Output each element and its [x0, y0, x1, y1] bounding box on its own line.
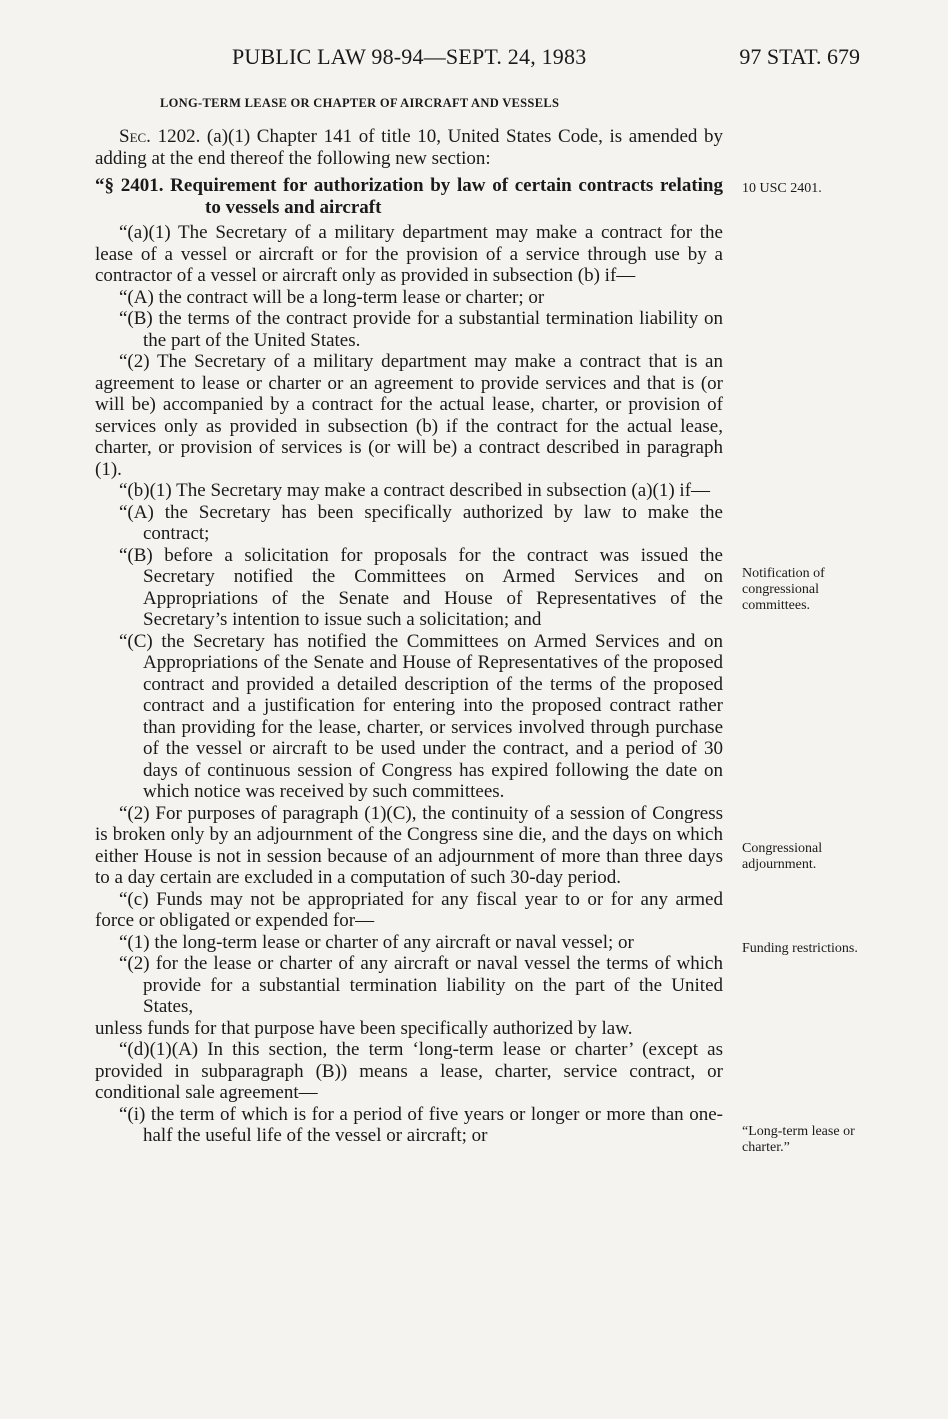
subsection-a2: “(2) The Secretary of a military department may make a contract that is an agreement to lease or charter or an agreement to provide services and that is (or will be) accompanied by a contract for the actual lease, charter, or provision of services only as provided in subsection (b) if the contract for the actual lease, charter, or provision of services is (or will be) a contract described in paragraph (1). — [95, 351, 723, 480]
subsection-b1: “(b)(1) The Secretary may make a contract described in subsection (a)(1) if— — [119, 480, 711, 501]
margin-note-funding: Funding restrictions. — [742, 941, 858, 956]
clause-a1A: “(A) the contract will be a long-term lease or charter; or — [119, 286, 545, 308]
statute-body — [95, 126, 723, 1147]
clause-d1Ai: “(i) the term of which is for a period of five years or longer or more than one-half the useful life of the vessel or aircraft; or — [119, 1103, 723, 1146]
subsection-c: “(c) Funds may not be appropriated for any fiscal year to or for any armed force or obligated or expended for— — [95, 888, 723, 931]
subsection-d1A: “(d)(1)(A) In this section, the term ‘long-term lease or charter’ (except as provided in subparagraph (B)) means a lease, charter, service contract, or conditional sale agreement— — [95, 1039, 723, 1103]
paragraph-text: 1202. (a)(1) Chapter 141 of title 10, United States Code, is amended by adding at the end thereof the following new section: — [95, 126, 723, 169]
clause-c1: “(1) the long-term lease or charter of any aircraft or naval vessel; or — [119, 931, 634, 953]
clause-b1A: “(A) the Secretary has been specifically authorized by law to make the contract; — [119, 501, 723, 544]
margin-note-notification: Notification of congressional committees. — [742, 566, 825, 613]
clause-b1B: “(B) before a solicitation for proposals for the contract was issued the Secretary notified the Committees on Armed Services and on Appropriations of the Senate and House of Representatives of the Secretary’s intention to issue such a solicitation; and — [119, 544, 723, 630]
section-intro — [95, 126, 723, 169]
margin-note-adjournment: Congressional adjournment. — [742, 841, 823, 872]
sec-label: Sec. — [119, 126, 151, 147]
clause-c2: “(2) for the lease or charter of any aircraft or naval vessel the terms of which provide for a substantial termination liability on the part of the United States, — [119, 953, 723, 1017]
clause-a1B: “(B) the terms of the contract provide for a substantial termination liability on the part of the United States. — [119, 308, 723, 351]
running-head: PUBLIC LAW 98-94—SEPT. 24, 1983 — [232, 44, 587, 69]
margin-note-longterm: “Long-term lease or charter.” — [742, 1124, 855, 1155]
subsection-a1: “(a)(1) The Secretary of a military department may make a contract for the lease of a vessel or aircraft or for the provision of a service through use by a contractor of a vessel or aircraft only as provided in subsection (b) if— — [95, 222, 723, 286]
section-title: LONG-TERM LEASE OR CHAPTER OF AIRCRAFT AND VESSELS — [160, 96, 560, 110]
stat-reference: 97 STAT. 679 — [739, 44, 860, 69]
clause-b1C: “(C) the Secretary has notified the Committees on Armed Services and on Appropriations of the Senate and House of Representatives of the proposed contract and provided a detailed description of the terms of the proposed contract and a justification for entering into the proposed contract rather than providing for the lease, charter, or services involved through purchase of the vessel or aircraft to be used under the contract, and a period of 30 days of continuous session of Congress has expired following the date on which notice was received by such committees. — [119, 630, 723, 802]
subsection-b2: “(2) For purposes of paragraph (1)(C), the continuity of a session of Congress is broken only by an adjournment of the Congress sine die, and the days on which either House is not in session because of an adjournment of more than three days to a day certain are excluded in a computation of such 30-day period. — [95, 802, 723, 888]
section-heading: “§ 2401. Requirement for authorization by law of certain contracts relating to vessels and aircraft — [95, 175, 723, 218]
margin-note-usc: 10 USC 2401. — [742, 181, 822, 196]
subsection-c-tail: unless funds for that purpose have been specifically authorized by law. — [95, 1017, 633, 1039]
